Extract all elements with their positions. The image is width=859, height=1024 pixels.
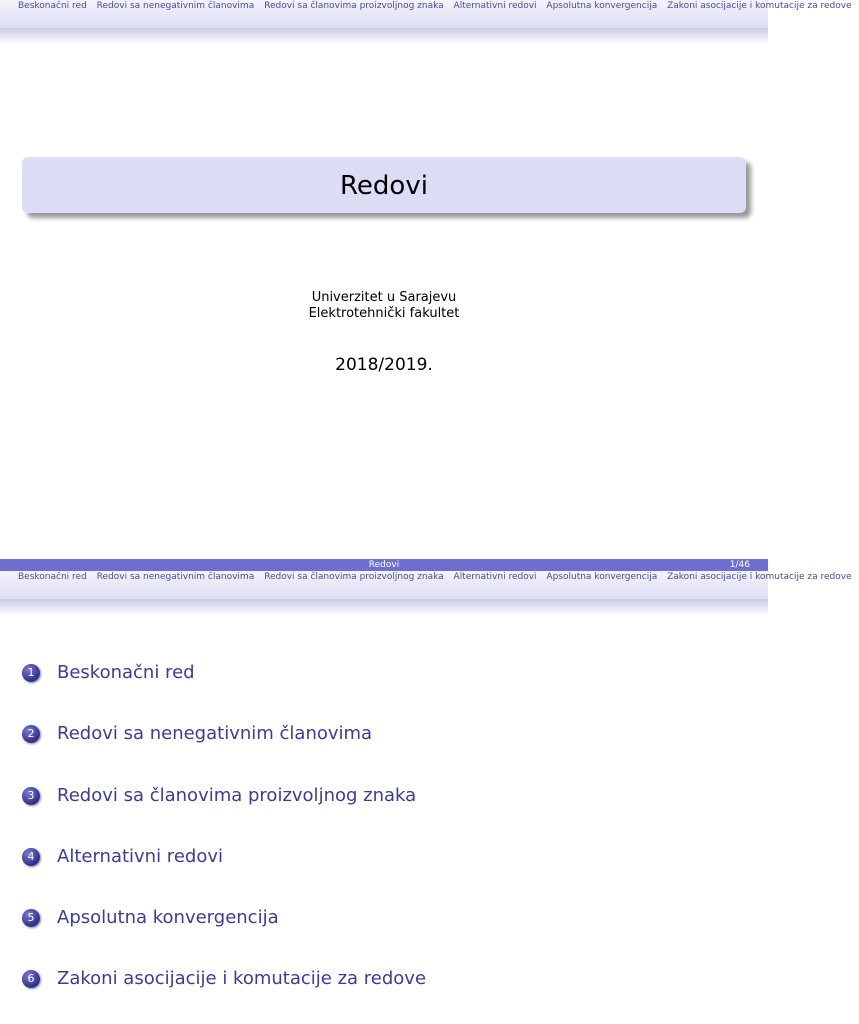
academic-year: 2018/2019.	[335, 355, 433, 375]
nav-item-alternativni[interactable]: Alternativni redovi	[453, 1, 537, 11]
section-number-bullet: 2	[22, 725, 40, 743]
navbar-shadow	[0, 599, 768, 615]
nav-item-beskonacni-red[interactable]: Beskonačni red	[18, 1, 87, 11]
institute-faculty: Elektrotehnički fakultet	[308, 306, 460, 321]
nav-item-alternativni[interactable]: Alternativni redovi	[453, 572, 537, 582]
toc-item-label[interactable]: Beskonačni red	[57, 662, 195, 683]
section-navbar	[0, 571, 852, 599]
nav-item-zakoni[interactable]: Zakoni asocijacije i komutacije za redove	[667, 572, 852, 582]
nav-item-nenegativni[interactable]: Redovi sa nenegativnim članovima	[96, 572, 255, 582]
toc-item-label[interactable]: Apsolutna konvergencija	[57, 907, 279, 928]
section-nav-items	[18, 571, 859, 583]
section-number-bullet: 6	[22, 970, 40, 988]
toc-item-label[interactable]: Zakoni asocijacije i komutacije za redove	[57, 968, 427, 989]
section-number-bullet: 4	[22, 848, 40, 866]
nav-item-nenegativni[interactable]: Redovi sa nenegativnim članovima	[96, 1, 255, 11]
section-number-bullet: 1	[22, 664, 40, 682]
title-slide	[0, 0, 852, 512]
title-box	[22, 157, 746, 213]
footer-page-number: 1/46	[729, 560, 750, 570]
toc-item-label[interactable]: Alternativni redovi	[57, 846, 223, 867]
toc-item-label[interactable]: Redovi sa nenegativnim članovima	[57, 723, 373, 744]
nav-item-apsolutna[interactable]: Apsolutna konvergencija	[546, 572, 658, 582]
nav-item-apsolutna[interactable]: Apsolutna konvergencija	[546, 1, 658, 11]
nav-item-proizvoljni-znak[interactable]: Redovi sa članovima proizvoljnog znaka	[264, 1, 444, 11]
section-number-bullet: 3	[22, 787, 40, 805]
section-navbar	[0, 0, 852, 28]
slide1-footer	[0, 559, 768, 571]
nav-item-zakoni[interactable]: Zakoni asocijacije i komutacije za redove	[667, 1, 852, 11]
nav-item-proizvoljni-znak[interactable]: Redovi sa članovima proizvoljnog znaka	[264, 572, 444, 582]
outline-slide	[0, 512, 852, 1024]
navbar-shadow	[0, 28, 768, 44]
presentation-title: Redovi	[340, 171, 428, 201]
institute-university: Univerzitet u Sarajevu	[311, 290, 457, 305]
toc-item-label[interactable]: Redovi sa članovima proizvoljnog znaka	[57, 785, 417, 806]
nav-item-beskonacni-red[interactable]: Beskonačni red	[18, 572, 87, 582]
footer-title: Redovi	[368, 560, 400, 570]
section-number-bullet: 5	[22, 909, 40, 927]
section-nav-items	[18, 0, 859, 12]
